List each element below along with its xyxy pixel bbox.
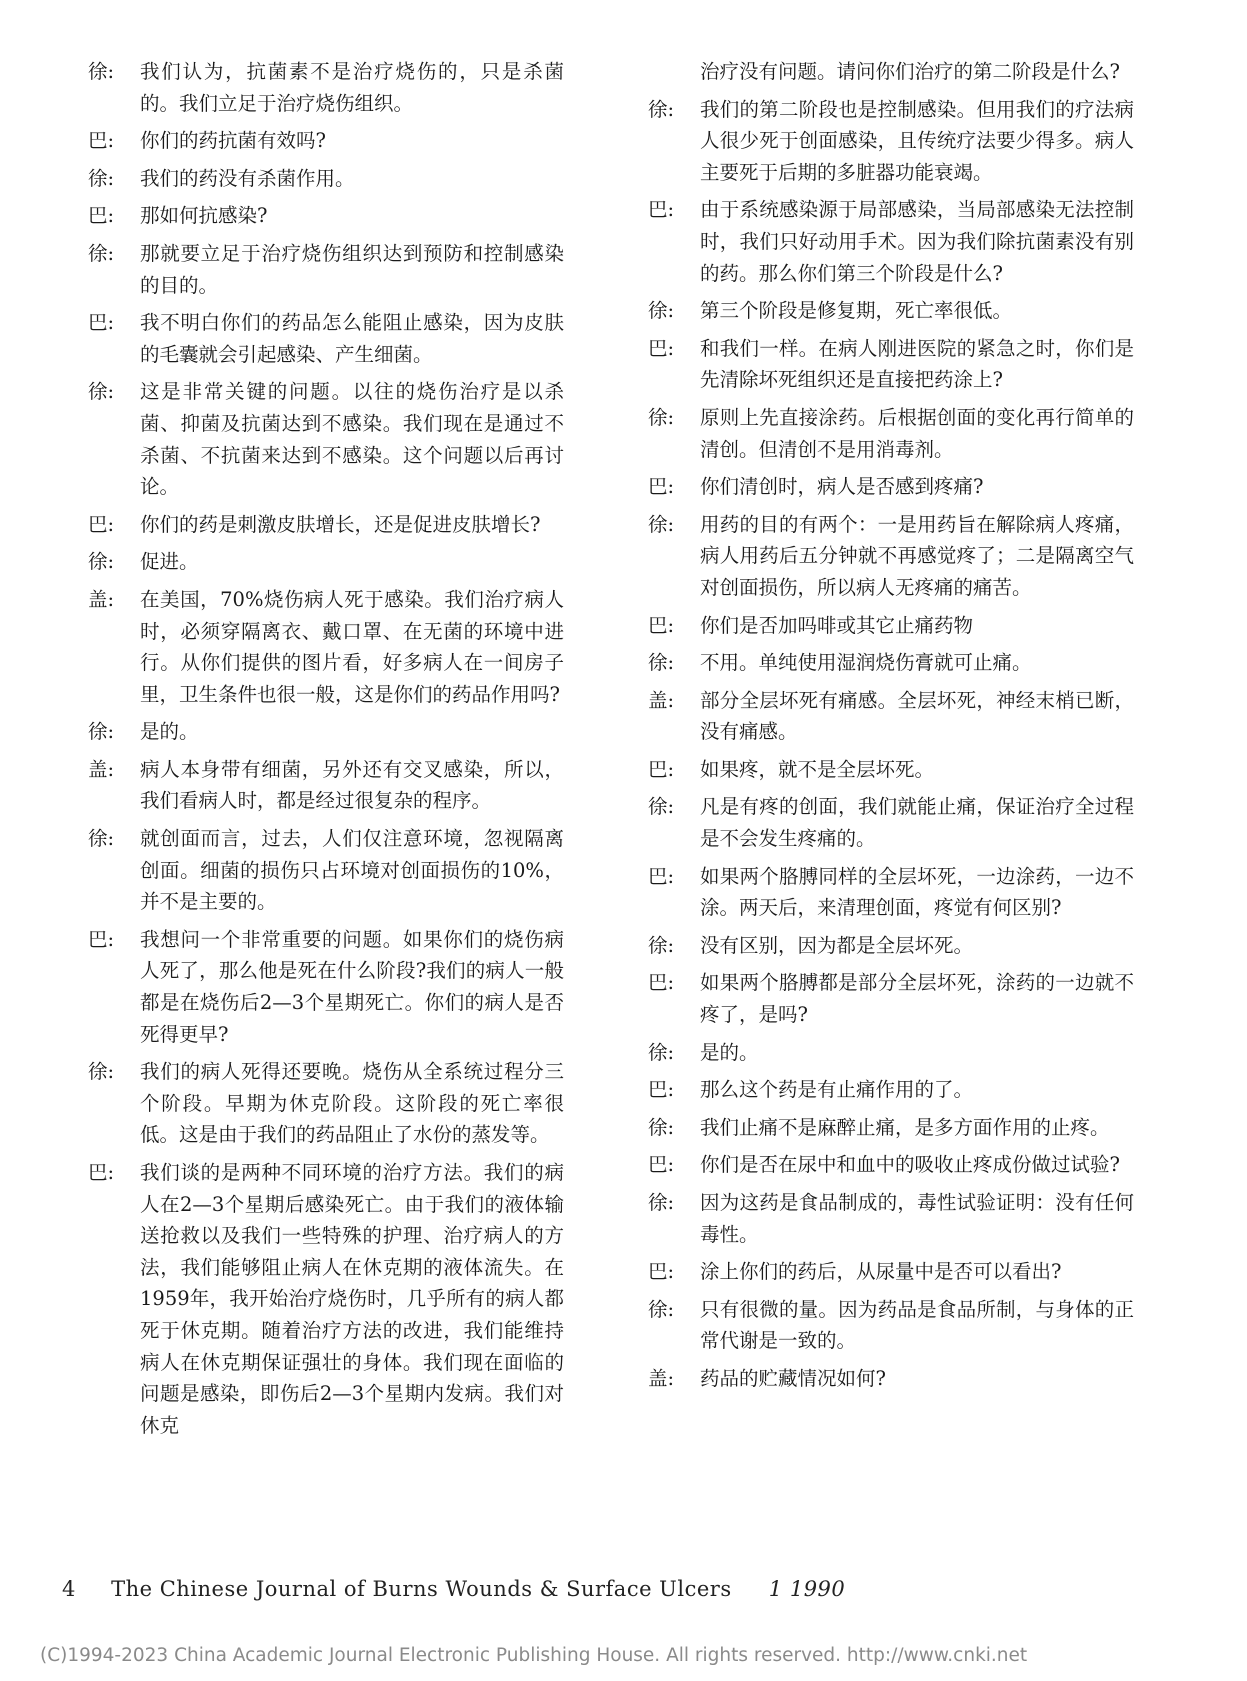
speaker-label: 盖: (648, 1366, 675, 1390)
dialogue-turn (648, 194, 1134, 289)
dialogue-text: 我想问一个非常重要的问题。如果你们的烧伤病人死了，那么他是死在什么阶段?我们的病人一般都是在烧伤后2—3个星期死亡。你们的病人是否死得更早? (140, 927, 564, 1046)
dialogue-turn (648, 1149, 1134, 1181)
speaker-label: 盖: (88, 587, 115, 611)
speaker-label: 巴: (648, 198, 675, 222)
dialogue-turn (648, 861, 1134, 924)
dialogue-turn (648, 1112, 1134, 1144)
dialogue-text: 是的。 (140, 720, 199, 744)
dialogue-turn (648, 56, 1134, 88)
speaker-label: 巴: (88, 129, 115, 153)
dialogue-text: 我们认为，抗菌素不是治疗烧伤的，只是杀菌的。我们立足于治疗烧伤组织。 (140, 60, 564, 115)
dialogue-turn (88, 509, 564, 541)
journal-name: The Chinese Journal of Burns Wounds & Surface Ulcers (111, 1577, 732, 1601)
dialogue-text: 涂上你们的药后，从尿量中是否可以看出? (700, 1260, 1062, 1284)
dialogue-text: 你们清创时，病人是否感到疼痛? (700, 475, 984, 499)
dialogue-turn (88, 56, 564, 119)
right-column (648, 56, 1134, 1401)
speaker-label: 巴: (648, 1078, 675, 1102)
dialogue-turn (88, 125, 564, 157)
dialogue-text: 这是非常关键的问题。以往的烧伤治疗是以杀菌、抑菌及抗菌达到不感染。我们现在是通过不杀菌、不抗菌来达到不感染。这个问题以后再讨论。 (140, 380, 564, 499)
dialogue-turn (648, 685, 1134, 748)
speaker-label: 巴: (88, 927, 115, 951)
speaker-label: 徐: (648, 1191, 675, 1214)
dialogue-text: 我们的药没有杀菌作用。 (140, 166, 355, 190)
dialogue-turn (648, 610, 1134, 642)
dialogue-text: 那就要立足于治疗烧伤组织达到预防和控制感染的目的。 (140, 241, 564, 297)
dialogue-text: 只有很微的量。因为药品是食品所制，与身体的正常代谢是一致的。 (700, 1297, 1134, 1353)
dialogue-turn (88, 1056, 564, 1151)
dialogue-turn (648, 967, 1134, 1030)
dialogue-text: 如果两个胳膊都是部分全层坏死，涂药的一边就不疼了，是吗? (700, 971, 1134, 1027)
dialogue-text: 由于系统感染源于局部感染，当局部感染无法控制时，我们只好动用手术。因为我们除抗菌素没有别的药。那么你们第三个阶段是什么? (700, 198, 1134, 285)
dialogue-turn (88, 1157, 564, 1441)
dialogue-turn (88, 584, 564, 710)
dialogue-text: 你们是否在尿中和血中的吸收止疼成份做过试验? (700, 1153, 1120, 1177)
speaker-label: 徐: (648, 405, 675, 429)
dialogue-turn (88, 754, 564, 817)
speaker-label: 巴: (648, 757, 675, 781)
speaker-label: 徐: (648, 1115, 675, 1139)
speaker-label: 巴: (648, 613, 675, 637)
dialogue-text: 药品的贮藏情况如何? (700, 1366, 886, 1390)
speaker-label: 巴: (88, 512, 115, 536)
dialogue-text: 原则上先直接涂药。后根据创面的变化再行简单的清创。但清创不是用消毒剂。 (700, 405, 1134, 461)
issue-info: 1 1990 (768, 1577, 846, 1601)
dialogue-turn (88, 307, 564, 370)
dialogue-text: 第三个阶段是修复期，死亡率很低。 (700, 299, 1013, 323)
dialogue-turn (648, 295, 1134, 327)
dialogue-text: 你们是否加吗啡或其它止痛药物 (700, 613, 974, 637)
speaker-label: 巴: (648, 475, 675, 499)
dialogue-text: 如果两个胳膊同样的全层坏死，一边涂药，一边不涂。两天后，来清理创面，疼觉有何区别? (700, 864, 1134, 920)
dialogue-text: 我不明白你们的药品怎么能阻止感染，因为皮肤的毛囊就会引起感染、产生细菌。 (140, 311, 564, 366)
dialogue-turn (648, 94, 1134, 189)
dialogue-text: 我们止痛不是麻醉止痛，是多方面作用的止疼。 (700, 1115, 1110, 1139)
dialogue-text: 治疗没有问题。请问你们治疗的第二阶段是什么? (700, 60, 1120, 83)
page-footer (62, 1577, 845, 1601)
left-column (88, 56, 564, 1447)
speaker-label: 徐: (648, 299, 675, 323)
speaker-label: 徐: (88, 827, 115, 851)
dialogue-text: 因为这药是食品制成的，毒性试验证明：没有任何毒性。 (700, 1191, 1134, 1246)
dialogue-turn (88, 546, 564, 578)
dialogue-turn (648, 509, 1134, 604)
dialogue-text: 就创面而言，过去，人们仅注意环境，忽视隔离创面。细菌的损伤只占环境对创面损伤的10%，并不是主要的。 (140, 827, 564, 914)
dialogue-turn (88, 823, 564, 918)
speaker-label: 徐: (648, 651, 675, 675)
speaker-label: 徐: (648, 795, 675, 819)
dialogue-text: 我们谈的是两种不同环境的治疗方法。我们的病人在2—3个星期后感染死亡。由于我们的液体输送抢救以及我们一些特殊的护理、治疗病人的方法，我们能够阻止病人在休克期的液体流失。在1959年，我开始治疗烧伤时，几乎所有的病人都死于休克期。随着治疗方法的改进，我们能维持病人在休克期保证强壮的身体。我们现在面临的问题是感染，即伤后2—3个星期内发病。我们对休克 (140, 1161, 564, 1437)
dialogue-turn (648, 1074, 1134, 1106)
dialogue-text: 不用。单纯使用湿润烧伤膏就可止痛。 (700, 651, 1032, 675)
speaker-label: 巴: (648, 971, 675, 995)
speaker-label: 徐: (88, 720, 115, 744)
speaker-label: 徐: (88, 60, 115, 83)
speaker-label: 巴: (648, 1260, 675, 1284)
dialogue-text: 在美国，70%烧伤病人死于感染。我们治疗病人时，必须穿隔离衣、戴口罩、在无菌的环境中进行。从你们提供的图片看，好多病人在一间房子里，卫生条件也很一般，这是你们的药品作用吗? (140, 587, 564, 706)
dialogue-turn (648, 754, 1134, 786)
dialogue-turn (88, 200, 564, 232)
dialogue-turn (88, 376, 564, 502)
dialogue-text: 你们的药抗菌有效吗? (140, 129, 326, 153)
dialogue-turn (648, 1294, 1134, 1357)
speaker-label: 徐: (88, 550, 115, 574)
speaker-label: 巴: (88, 311, 115, 335)
speaker-label: 巴: (88, 1161, 115, 1184)
dialogue-text: 如果疼，就不是全层坏死。 (700, 757, 935, 781)
dialogue-turn (648, 402, 1134, 465)
dialogue-turn (88, 238, 564, 301)
dialogue-text: 是的。 (700, 1040, 759, 1064)
speaker-label: 徐: (88, 241, 115, 265)
dialogue-text: 没有区别，因为都是全层坏死。 (700, 933, 974, 957)
dialogue-text: 我们的病人死得还要晚。烧伤从全系统过程分三个阶段。早期为休克阶段。这阶段的死亡率很低。这是由于我们的药品阻止了水份的蒸发等。 (140, 1060, 564, 1147)
dialogue-text: 那如何抗感染? (140, 204, 268, 228)
dialogue-turn (88, 163, 564, 195)
dialogue-turn (648, 647, 1134, 679)
speaker-label: 徐: (648, 1040, 675, 1064)
dialogue-turn (88, 716, 564, 748)
speaker-label: 徐: (88, 380, 115, 404)
dialogue-turn (648, 1363, 1134, 1395)
speaker-label: 徐: (648, 512, 675, 536)
dialogue-text: 凡是有疼的创面，我们就能止痛，保证治疗全过程是不会发生疼痛的。 (700, 795, 1134, 851)
dialogue-turn (88, 924, 564, 1050)
speaker-label: 徐: (648, 1297, 675, 1321)
dialogue-text: 促进。 (140, 550, 199, 574)
speaker-label: 巴: (648, 1153, 675, 1177)
speaker-label: 徐: (648, 97, 675, 121)
page-number: 4 (62, 1577, 76, 1601)
speaker-label: 徐: (88, 1060, 115, 1084)
dialogue-text: 我们的第二阶段也是控制感染。但用我们的疗法病人很少死于创面感染，且传统疗法要少得多。病人主要死于后期的多脏器功能衰竭。 (700, 97, 1134, 184)
speaker-label: 徐: (648, 933, 675, 957)
dialogue-text: 那么这个药是有止痛作用的了。 (700, 1078, 974, 1102)
dialogue-text: 和我们一样。在病人刚进医院的紧急之时，你们是先清除坏死组织还是直接把药涂上? (700, 336, 1134, 392)
speaker-label: 巴: (648, 336, 675, 360)
dialogue-turn (648, 791, 1134, 854)
dialogue-text: 病人本身带有细菌，另外还有交叉感染，所以，我们看病人时，都是经过很复杂的程序。 (140, 757, 564, 813)
dialogue-turn (648, 471, 1134, 503)
speaker-label: 巴: (648, 864, 675, 888)
dialogue-text: 你们的药是刺激皮肤增长，还是促进皮肤增长? (140, 512, 541, 536)
speaker-label: 巴: (88, 204, 115, 228)
dialogue-turn (648, 1037, 1134, 1069)
dialogue-turn (648, 333, 1134, 396)
dialogue-turn (648, 930, 1134, 962)
dialogue-text: 部分全层坏死有痛感。全层坏死，神经末梢已断，没有痛感。 (700, 688, 1134, 744)
dialogue-turn (648, 1256, 1134, 1288)
speaker-label: 徐: (88, 166, 115, 190)
dialogue-text: 用药的目的有两个：一是用药旨在解除病人疼痛，病人用药后五分钟就不再感觉疼了；二是隔离空气对创面损伤，所以病人无疼痛的痛苦。 (700, 512, 1134, 599)
copyright-notice: (C)1994-2023 China Academic Journal Electronic Publishing House. All rights reserved. http://www.cnki.net (40, 1645, 1028, 1666)
dialogue-turn (648, 1187, 1134, 1250)
speaker-label: 盖: (648, 688, 675, 712)
speaker-label: 盖: (88, 757, 115, 781)
